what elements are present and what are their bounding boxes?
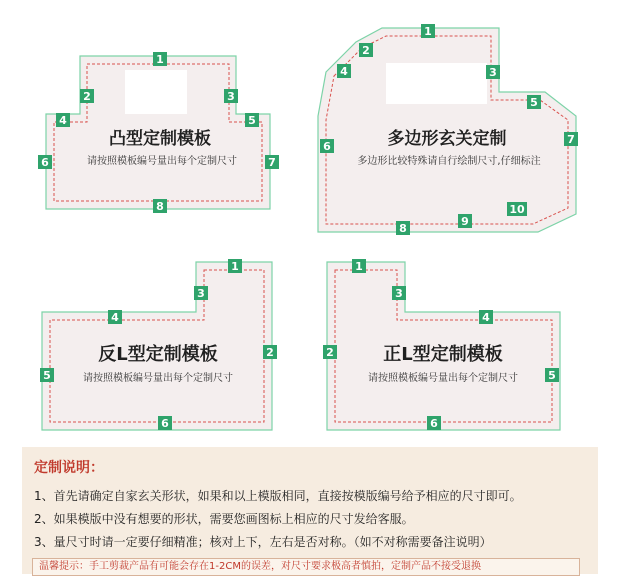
polygon-badge bbox=[564, 132, 578, 146]
regular-l-subtitle: 请按照模板编号量出每个定制尺寸 bbox=[368, 373, 518, 384]
polygon-badge bbox=[359, 43, 373, 57]
regular-l-panel bbox=[323, 259, 560, 430]
note-item: 3、量尺寸时请一定要仔细精准；核对上下，左右是否对称。（如不对称需要备注说明） bbox=[34, 535, 492, 549]
svg-text:7: 7 bbox=[268, 156, 276, 169]
svg-text:3: 3 bbox=[227, 90, 235, 103]
svg-text:9: 9 bbox=[461, 215, 469, 228]
svg-text:8: 8 bbox=[156, 200, 164, 213]
note-item: 2、如果模版中没有想要的形状，需要您画图标上相应的尺寸发给客服。 bbox=[34, 512, 414, 526]
svg-text:6: 6 bbox=[41, 156, 49, 169]
svg-text:3: 3 bbox=[489, 66, 497, 79]
reverse-l-subtitle: 请按照模板编号量出每个定制尺寸 bbox=[83, 373, 233, 384]
svg-text:6: 6 bbox=[323, 140, 331, 153]
svg-text:2: 2 bbox=[266, 346, 274, 359]
reverse-l-badge bbox=[108, 310, 122, 324]
convex-badge bbox=[245, 113, 259, 127]
convex-badge bbox=[38, 155, 52, 169]
svg-text:6: 6 bbox=[161, 417, 169, 430]
polygon-badge bbox=[320, 139, 334, 153]
svg-text:10: 10 bbox=[509, 203, 525, 216]
svg-text:4: 4 bbox=[482, 311, 490, 324]
reverse-l-title: 反L型定制模板 bbox=[98, 344, 218, 365]
convex-subtitle: 请按照模板编号量出每个定制尺寸 bbox=[87, 156, 237, 167]
convex-badge bbox=[56, 113, 70, 127]
reverse-l-badge bbox=[263, 345, 277, 359]
svg-text:1: 1 bbox=[156, 53, 164, 66]
convex-badge bbox=[153, 52, 167, 66]
polygon-badge bbox=[527, 95, 541, 109]
svg-text:7: 7 bbox=[567, 133, 575, 146]
notes-title: 定制说明： bbox=[34, 460, 104, 476]
regular-l-badge bbox=[352, 259, 366, 273]
polygon-panel bbox=[318, 24, 578, 235]
reverse-l-badge bbox=[228, 259, 242, 273]
note-item: 1、首先请确定自家玄关形状，如果和以上模版相同，直接按模版编号给予相应的尺寸即可。 bbox=[34, 489, 522, 503]
regular-l-badge bbox=[392, 286, 406, 300]
regular-l-title: 正L型定制模板 bbox=[383, 344, 503, 365]
svg-text:1: 1 bbox=[231, 260, 239, 273]
svg-text:1: 1 bbox=[355, 260, 363, 273]
regular-l-badge bbox=[323, 345, 337, 359]
regular-l-badge bbox=[545, 368, 559, 382]
reverse-l-badge bbox=[40, 368, 54, 382]
svg-text:5: 5 bbox=[530, 96, 538, 109]
polygon-subtitle: 多边形比较特殊请自行绘制尺寸,仔细标注 bbox=[357, 156, 541, 167]
svg-text:5: 5 bbox=[43, 369, 51, 382]
convex-panel bbox=[38, 52, 279, 213]
reverse-l-badge bbox=[194, 286, 208, 300]
svg-text:5: 5 bbox=[248, 114, 256, 127]
convex-window bbox=[125, 70, 187, 114]
warm-tip: 温馨提示：手工剪裁产品有可能会存在1-2CM的误差，对尺寸要求极高者慎拍，定制产品不接受退换 bbox=[32, 558, 580, 576]
svg-text:4: 4 bbox=[340, 65, 348, 78]
svg-text:8: 8 bbox=[399, 222, 407, 235]
polygon-badge bbox=[396, 221, 410, 235]
svg-text:5: 5 bbox=[548, 369, 556, 382]
regular-l-badge bbox=[427, 416, 441, 430]
polygon-title: 多边形玄关定制 bbox=[387, 129, 507, 149]
convex-title: 凸型定制模板 bbox=[109, 129, 211, 149]
svg-text:2: 2 bbox=[362, 44, 370, 57]
svg-text:3: 3 bbox=[395, 287, 403, 300]
svg-text:4: 4 bbox=[111, 311, 119, 324]
convex-badge bbox=[224, 89, 238, 103]
reverse-l-panel bbox=[40, 259, 277, 430]
regular-l-badge bbox=[479, 310, 493, 324]
polygon-badge bbox=[337, 64, 351, 78]
svg-text:2: 2 bbox=[326, 346, 334, 359]
svg-text:1: 1 bbox=[424, 25, 432, 38]
custom-notes-panel bbox=[22, 447, 598, 574]
svg-text:6: 6 bbox=[430, 417, 438, 430]
svg-text:3: 3 bbox=[197, 287, 205, 300]
svg-text:2: 2 bbox=[83, 90, 91, 103]
polygon-badge bbox=[507, 202, 527, 216]
svg-text:4: 4 bbox=[59, 114, 67, 127]
convex-badge bbox=[265, 155, 279, 169]
polygon-window bbox=[386, 63, 487, 104]
polygon-badge bbox=[486, 65, 500, 79]
polygon-badge bbox=[421, 24, 435, 38]
reverse-l-badge bbox=[158, 416, 172, 430]
convex-badge bbox=[80, 89, 94, 103]
convex-badge bbox=[153, 199, 167, 213]
polygon-badge bbox=[458, 214, 472, 228]
